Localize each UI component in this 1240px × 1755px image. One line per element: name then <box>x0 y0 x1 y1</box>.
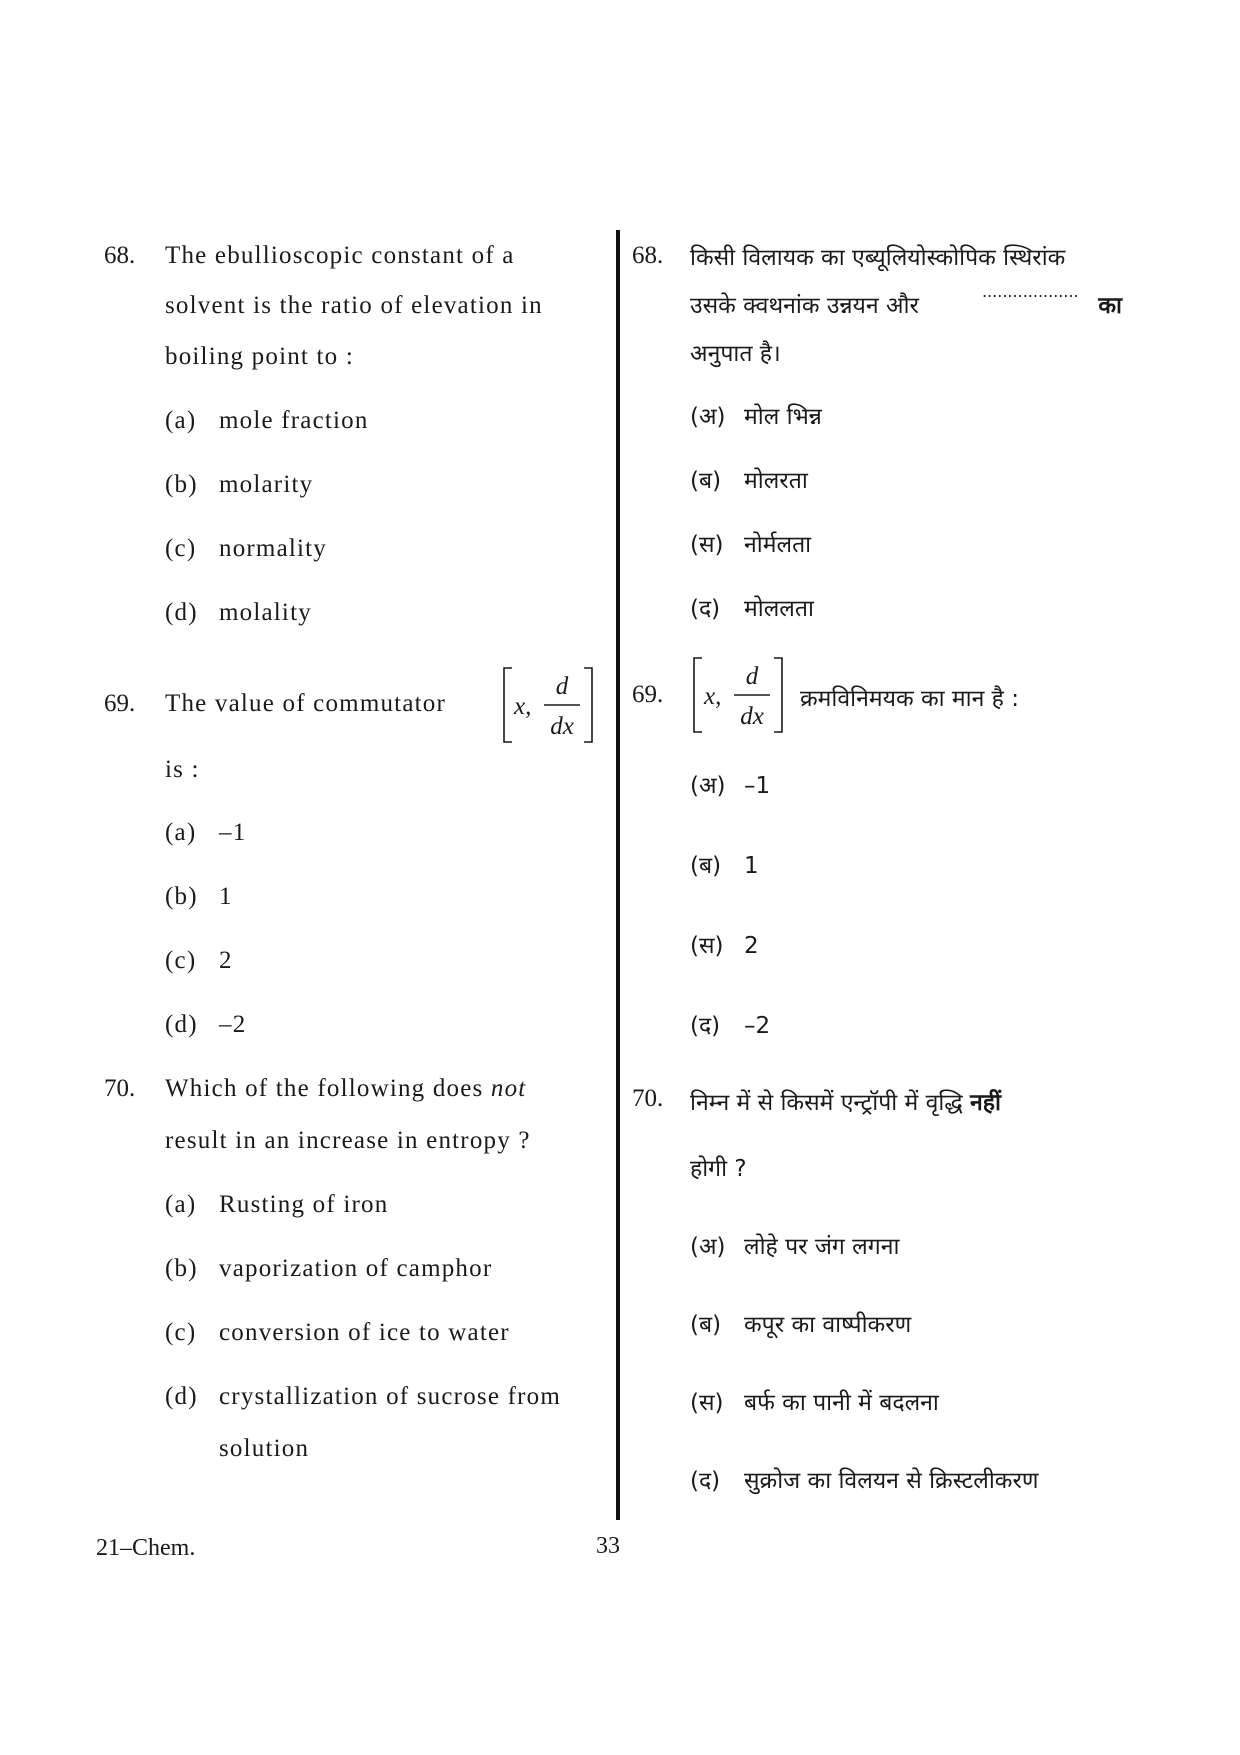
commutator-expression <box>690 654 786 736</box>
commutator-denominator: dx <box>740 703 764 730</box>
option-text: normality <box>219 535 328 562</box>
option-text: नोर्मलता <box>744 532 812 558</box>
question-emphasis: नहीं <box>970 1090 1001 1116</box>
option-label: (a) <box>165 407 197 434</box>
option <box>165 819 246 847</box>
option <box>690 1307 911 1339</box>
question-text-part: का <box>1098 293 1122 319</box>
option <box>690 1385 939 1417</box>
option <box>690 1463 1039 1495</box>
question-number: 70. <box>104 1075 136 1102</box>
option-label: (द) <box>690 1013 721 1039</box>
option-label: (अ) <box>690 1234 726 1260</box>
option-text: मोलरता <box>744 468 808 494</box>
option-text: 2 <box>219 947 233 974</box>
option-label: (c) <box>165 1319 197 1346</box>
option <box>165 1191 388 1219</box>
option-label: (अ) <box>690 404 726 430</box>
option-label: (स) <box>690 532 724 558</box>
option-text: मोल भिन्न <box>744 404 822 430</box>
question-number: 69. <box>104 690 136 717</box>
question-text-line: boiling point to : <box>165 343 354 370</box>
option-label: (a) <box>165 819 197 846</box>
option <box>165 883 233 911</box>
commutator-denominator: dx <box>550 713 574 740</box>
option <box>165 535 327 563</box>
commutator-x: x, <box>704 683 722 710</box>
option-label: (b) <box>165 883 198 910</box>
option <box>165 471 313 499</box>
option-label: (ब) <box>690 853 722 879</box>
question-text-line: result in an increase in entropy ? <box>165 1127 531 1154</box>
question-text-line: is : <box>165 756 200 783</box>
option-label: (स) <box>690 1390 724 1416</box>
option-label: (b) <box>165 471 198 498</box>
option-text: 1 <box>744 853 759 879</box>
question-emphasis: not <box>490 1075 527 1102</box>
option-text-continued: solution <box>219 1435 310 1462</box>
question-text-line: The value of commutator <box>165 690 446 717</box>
option-label: (ब) <box>690 1312 722 1338</box>
question-text-line: क्रमविनिमयक का मान है : <box>800 686 1019 712</box>
commutator-numerator: d <box>555 673 569 700</box>
question-text-line: अनुपात है। <box>690 341 781 367</box>
option <box>165 1011 246 1039</box>
option-text: –2 <box>744 1013 771 1039</box>
option <box>690 768 770 800</box>
option <box>165 1255 492 1283</box>
option-label: (अ) <box>690 773 726 799</box>
option-text: –2 <box>219 1011 247 1038</box>
option-text: 1 <box>219 883 233 910</box>
commutator-expression <box>500 664 596 746</box>
commutator-numerator: d <box>745 663 759 690</box>
option-text: बर्फ का पानी में बदलना <box>744 1390 939 1416</box>
option-label: (d) <box>165 1011 198 1038</box>
option-label: (द) <box>690 596 721 622</box>
option <box>690 463 808 495</box>
option-label: (ब) <box>690 468 722 494</box>
question-text-part: Which of the following does <box>165 1075 484 1102</box>
option <box>165 947 233 975</box>
question-number: 69. <box>632 681 664 708</box>
option-text: लोहे पर जंग लगना <box>744 1234 900 1260</box>
option-label: (स) <box>690 933 724 959</box>
option <box>690 591 814 623</box>
question-text-part: निम्न में से किसमें एन्ट्रॉपी में वृद्धि <box>690 1090 963 1116</box>
option <box>165 407 369 435</box>
option-text: crystallization of sucrose from <box>219 1383 561 1410</box>
question-text-line <box>165 1075 526 1103</box>
question-text-line: किसी विलायक का एब्यूलियोस्कोपिक स्थिरांक <box>690 245 1066 271</box>
option <box>690 1008 770 1040</box>
option-text: conversion of ice to water <box>219 1319 510 1346</box>
option <box>690 848 759 880</box>
paper-code: 21–Chem. <box>96 1535 196 1561</box>
question-text-line: solvent is the ratio of elevation in <box>165 292 543 319</box>
option <box>690 399 822 431</box>
option-text: –1 <box>744 773 771 799</box>
question-number: 70. <box>632 1085 664 1112</box>
option <box>165 599 312 627</box>
question-text-line <box>690 1085 1001 1117</box>
page-number: 33 <box>596 1533 620 1559</box>
question-number: 68. <box>104 242 136 269</box>
question-text-line: The ebullioscopic constant of a <box>165 242 515 269</box>
option-label: (d) <box>165 1383 198 1410</box>
question-number: 68. <box>632 242 664 269</box>
option-text: मोललता <box>744 596 814 622</box>
option-text: 2 <box>744 933 759 959</box>
option-label: (b) <box>165 1255 198 1282</box>
option <box>165 1319 510 1347</box>
option-label: (a) <box>165 1191 197 1218</box>
option-text: molarity <box>219 471 314 498</box>
option-text: vaporization of camphor <box>219 1255 493 1282</box>
option-text: सुक्रोज का विलयन से क्रिस्टलीकरण <box>744 1468 1039 1494</box>
option <box>690 928 759 960</box>
option-label: (द) <box>690 1468 721 1494</box>
option <box>690 1229 899 1261</box>
column-divider <box>616 230 620 1520</box>
option <box>165 1383 561 1411</box>
option-label: (d) <box>165 599 198 626</box>
question-text-line <box>690 282 1122 320</box>
option-text: molality <box>219 599 312 626</box>
option-label: (c) <box>165 947 197 974</box>
option-text: कपूर का वाष्पीकरण <box>744 1312 912 1338</box>
option <box>690 527 811 559</box>
option-text: Rusting of iron <box>219 1191 389 1218</box>
option-text: mole fraction <box>219 407 369 434</box>
option-text: –1 <box>219 819 247 846</box>
question-text-line: होगी ? <box>690 1156 747 1182</box>
commutator-x: x, <box>514 693 532 720</box>
blank-dots: ................... <box>982 282 1079 301</box>
question-text-part: उसके क्वथनांक उन्नयन और <box>690 293 919 319</box>
option-label: (c) <box>165 535 197 562</box>
